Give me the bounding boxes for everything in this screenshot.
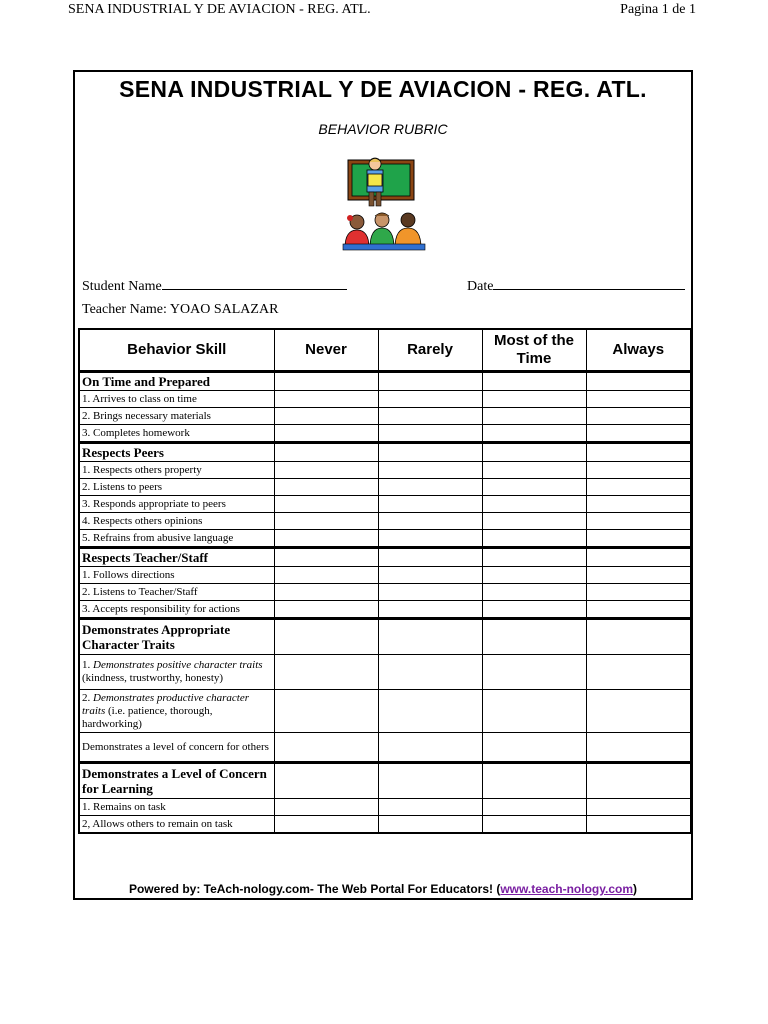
rubric-document [73, 70, 693, 900]
rating-cell[interactable] [378, 391, 482, 408]
rating-cell[interactable] [378, 655, 482, 690]
skill-row [79, 513, 691, 530]
skill-row [79, 655, 691, 690]
header-rarely: Rarely [378, 329, 482, 372]
category-row [79, 763, 691, 799]
rating-cell[interactable] [274, 391, 378, 408]
student-name-label: Student Name [82, 279, 162, 294]
rating-cell[interactable] [274, 763, 378, 799]
skill-label: 1. Follows directions [79, 567, 274, 584]
rating-cell[interactable] [586, 690, 691, 733]
skill-label [79, 655, 274, 690]
skill-label: 3. Accepts responsibility for actions [79, 601, 274, 619]
rating-cell[interactable] [378, 513, 482, 530]
footer-credit [75, 882, 691, 896]
rating-cell[interactable] [274, 496, 378, 513]
rating-cell[interactable] [586, 391, 691, 408]
rating-cell[interactable] [586, 513, 691, 530]
rating-cell[interactable] [586, 619, 691, 655]
skill-label: 1. Respects others property [79, 462, 274, 479]
rating-cell[interactable] [586, 816, 691, 834]
rating-cell[interactable] [586, 530, 691, 548]
rating-cell[interactable] [378, 799, 482, 816]
rating-cell[interactable] [274, 479, 378, 496]
document-title: SENA INDUSTRIAL Y DE AVIACION - REG. ATL. [119, 76, 647, 102]
rating-cell[interactable] [482, 408, 586, 425]
footer-link[interactable]: www.teach-nology.com [500, 882, 634, 896]
date-label: Date [467, 279, 494, 294]
skill-label-italic: Demonstrates positive character traits [93, 659, 263, 671]
rating-cell[interactable] [482, 425, 586, 443]
skill-row [79, 479, 691, 496]
rating-cell[interactable] [586, 763, 691, 799]
rating-cell[interactable] [586, 372, 691, 391]
rating-cell[interactable] [586, 408, 691, 425]
rating-cell[interactable] [274, 733, 378, 763]
rating-cell[interactable] [274, 425, 378, 443]
skill-label-prefix: 2. [82, 691, 93, 704]
rating-cell[interactable] [586, 601, 691, 619]
student-name-field [82, 276, 347, 295]
rating-cell[interactable] [586, 462, 691, 479]
teacher-name-label: Teacher Name: [82, 302, 167, 317]
skill-label: 2. Brings necessary materials [79, 408, 274, 425]
date-blank[interactable] [493, 276, 685, 290]
skill-row [79, 733, 691, 763]
rating-cell[interactable] [378, 584, 482, 601]
skill-label-rest: (i.e. patience, thorough, hardworking) [82, 704, 213, 730]
rating-cell[interactable] [586, 479, 691, 496]
date-field [467, 276, 685, 295]
page-header-title: SENA INDUSTRIAL Y DE AVIACION - REG. ATL. [68, 2, 371, 17]
skill-label [79, 690, 274, 733]
rating-cell[interactable] [482, 816, 586, 834]
skill-row [79, 690, 691, 733]
rating-cell[interactable] [378, 496, 482, 513]
rating-cell[interactable] [378, 690, 482, 733]
skill-row [79, 567, 691, 584]
rating-cell[interactable] [274, 601, 378, 619]
skill-label: 1. Remains on task [79, 799, 274, 816]
rating-cell[interactable] [378, 530, 482, 548]
rating-cell[interactable] [274, 799, 378, 816]
skill-row [79, 584, 691, 601]
rating-cell[interactable] [482, 496, 586, 513]
rubric-header-row [79, 329, 691, 372]
rating-cell[interactable] [378, 443, 482, 462]
student-name-blank[interactable] [162, 276, 347, 290]
rating-cell[interactable] [378, 601, 482, 619]
skill-label: 5. Refrains from abusive language [79, 530, 274, 548]
document-subtitle: BEHAVIOR RUBRIC [318, 121, 448, 137]
rating-cell[interactable] [586, 443, 691, 462]
rating-cell[interactable] [482, 391, 586, 408]
category-row [79, 619, 691, 655]
skill-row [79, 391, 691, 408]
rating-cell[interactable] [482, 479, 586, 496]
header-never: Never [274, 329, 378, 372]
skill-row [79, 496, 691, 513]
skill-label: 1. Arrives to class on time [79, 391, 274, 408]
rating-cell[interactable] [274, 462, 378, 479]
rating-cell[interactable] [482, 799, 586, 816]
category-label: Respects Peers [79, 443, 274, 462]
skill-label: 2, Allows others to remain on task [79, 816, 274, 834]
rating-cell[interactable] [274, 584, 378, 601]
rating-cell[interactable] [586, 548, 691, 567]
header-behavior-skill: Behavior Skill [79, 329, 274, 372]
rating-cell[interactable] [482, 548, 586, 567]
category-label: On Time and Prepared [79, 372, 274, 391]
skill-label-rest: (kindness, trustworthy, honesty) [82, 672, 224, 684]
rating-cell[interactable] [482, 733, 586, 763]
skill-label: 3. Completes homework [79, 425, 274, 443]
rating-cell[interactable] [482, 513, 586, 530]
rating-cell[interactable] [378, 619, 482, 655]
rating-cell[interactable] [482, 372, 586, 391]
skill-label: 2. Listens to Teacher/Staff [79, 584, 274, 601]
category-row [79, 443, 691, 462]
rating-cell[interactable] [378, 479, 482, 496]
category-row [79, 372, 691, 391]
rating-cell[interactable] [482, 763, 586, 799]
header-always: Always [586, 329, 691, 372]
rating-cell[interactable] [274, 408, 378, 425]
page-header [0, 0, 768, 22]
rating-cell[interactable] [482, 655, 586, 690]
rating-cell[interactable] [586, 496, 691, 513]
rating-cell[interactable] [378, 372, 482, 391]
rating-cell[interactable] [378, 462, 482, 479]
rating-cell[interactable] [274, 690, 378, 733]
rating-cell[interactable] [378, 733, 482, 763]
rating-cell[interactable] [274, 816, 378, 834]
rating-cell[interactable] [482, 619, 586, 655]
rating-cell[interactable] [378, 816, 482, 834]
rating-cell[interactable] [586, 733, 691, 763]
rating-cell[interactable] [586, 584, 691, 601]
rating-cell[interactable] [482, 567, 586, 584]
rating-cell[interactable] [378, 425, 482, 443]
rating-cell[interactable] [482, 690, 586, 733]
rating-cell[interactable] [482, 584, 586, 601]
skill-row [79, 462, 691, 479]
category-label: Demonstrates Appropriate Character Traits [79, 619, 274, 655]
skill-row [79, 601, 691, 619]
rating-cell[interactable] [274, 655, 378, 690]
skill-row [79, 799, 691, 816]
skill-row [79, 816, 691, 834]
rating-cell[interactable] [586, 799, 691, 816]
skill-label [79, 733, 274, 763]
rating-cell[interactable] [274, 513, 378, 530]
skill-row [79, 425, 691, 443]
rating-cell[interactable] [482, 462, 586, 479]
skill-row [79, 408, 691, 425]
skill-label: 2. Listens to peers [79, 479, 274, 496]
rating-cell[interactable] [274, 567, 378, 584]
category-label: Demonstrates a Level of Concern for Learning [79, 763, 274, 799]
teacher-name-field [82, 302, 278, 318]
rating-cell[interactable] [378, 548, 482, 567]
skill-label-italic: Demonstrates productive character traits [82, 691, 250, 717]
rating-cell[interactable] [274, 372, 378, 391]
rating-cell[interactable] [482, 601, 586, 619]
skill-label: 3. Responds appropriate to peers [79, 496, 274, 513]
teacher-with-students-clipart [335, 156, 435, 256]
rating-cell[interactable] [378, 408, 482, 425]
skill-row [79, 530, 691, 548]
skill-label-prefix: 1. [82, 659, 93, 671]
rating-cell[interactable] [586, 567, 691, 584]
rating-cell[interactable] [274, 530, 378, 548]
skill-label-rest: Demonstrates a level of concern for others [82, 740, 269, 753]
header-most-of-the-time: Most of the Time [482, 329, 586, 372]
page-number: Pagina 1 de 1 [620, 2, 696, 17]
rating-cell[interactable] [274, 443, 378, 462]
footer-close: ) [633, 882, 638, 896]
rating-cell[interactable] [586, 425, 691, 443]
footer-text: Powered by: TeAch-nology.com- The Web Portal For Educators! ( [128, 882, 501, 896]
category-label: Respects Teacher/Staff [79, 548, 274, 567]
rating-cell[interactable] [378, 567, 482, 584]
skill-label: 4. Respects others opinions [79, 513, 274, 530]
category-row [79, 548, 691, 567]
behavior-rubric-table [78, 328, 692, 834]
rating-cell[interactable] [274, 619, 378, 655]
teacher-name-value: YOAO SALAZAR [169, 302, 279, 317]
rating-cell[interactable] [482, 530, 586, 548]
rating-cell[interactable] [378, 763, 482, 799]
rating-cell[interactable] [482, 443, 586, 462]
rating-cell[interactable] [586, 655, 691, 690]
rating-cell[interactable] [274, 548, 378, 567]
